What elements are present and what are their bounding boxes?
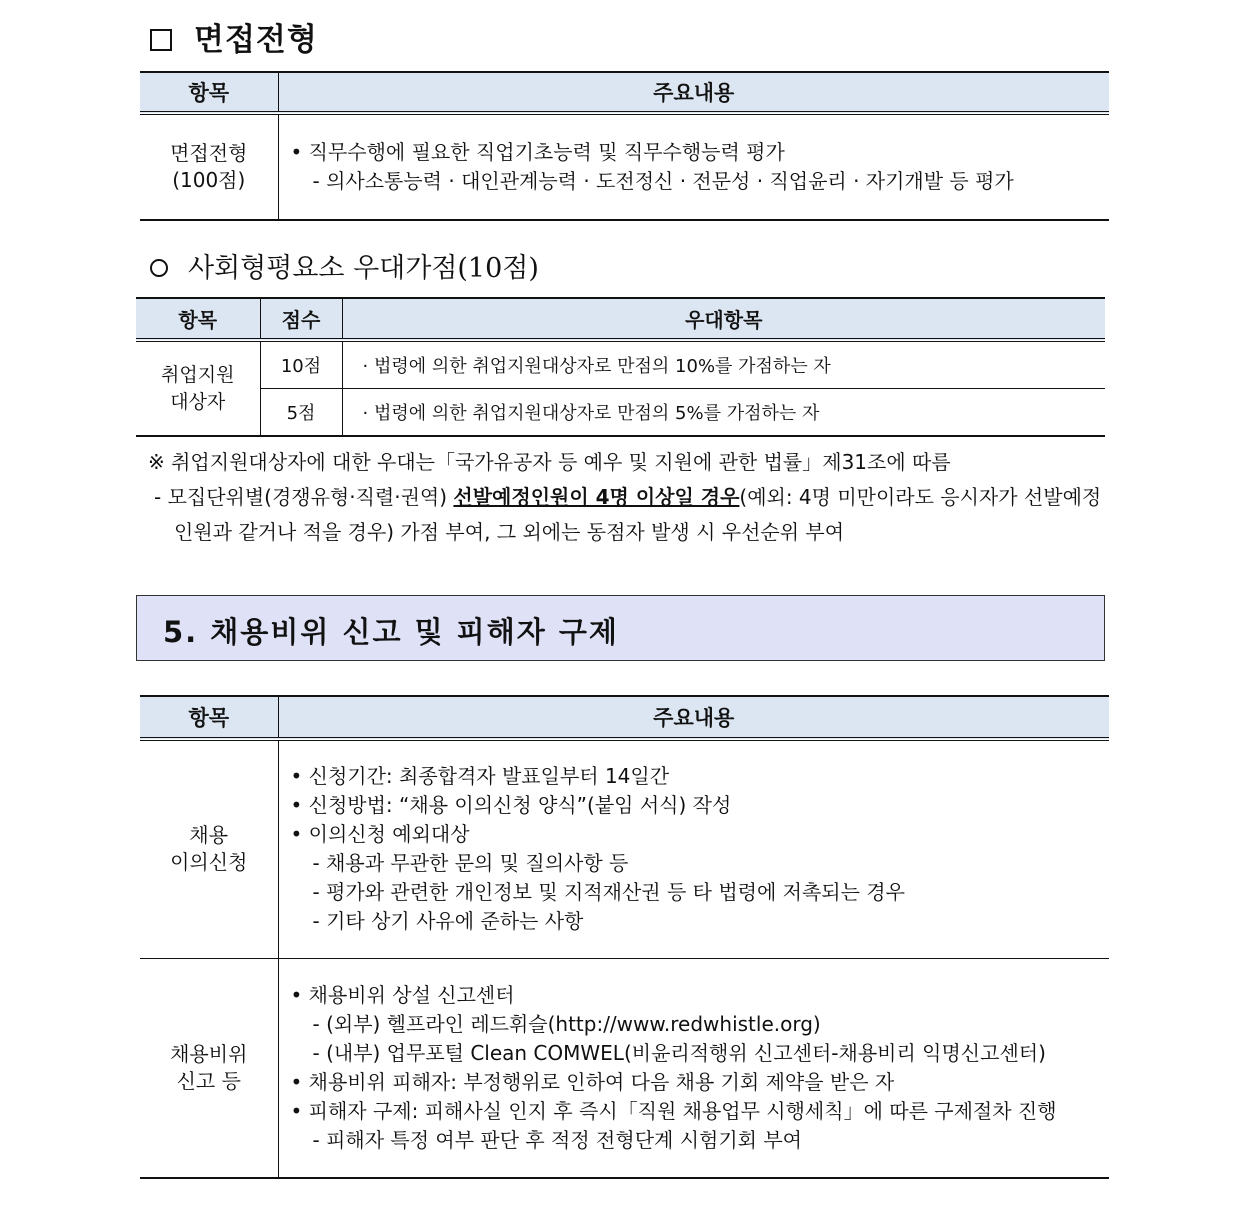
sub-line: - (내부) 업무포털 Clean COMWEL(비윤리적행위 신고센터-채용비리 익명신고센터) (312, 1040, 1046, 1065)
bullet-line: • 이의신청 예외대상 (290, 822, 470, 847)
sub-line: - 의사소통능력 · 대인관계능력 · 도전정신 · 전문성 · 직업윤리 · 자기개발 등 평가 (312, 169, 1014, 193)
note-line: ※ 취업지원대상자에 대한 우대는「국가유공자 등 예우 및 지원에 관한 법률」제31조에 따름 (148, 450, 951, 474)
content-cell (278, 739, 1109, 958)
interview-table (140, 71, 1109, 221)
checkbox-square-icon (150, 29, 172, 51)
score-cell: 5점 (260, 388, 342, 436)
bullet-line: • 채용비위 상설 신고센터 (290, 982, 515, 1007)
sub-line: - 기타 상기 사유에 준하는 사항 (312, 909, 584, 934)
banner-title: 5. 채용비위 신고 및 피해자 구제 (163, 615, 619, 649)
sub-line: - 평가와 관련한 개인정보 및 지적재산권 등 타 법령에 저촉되는 경우 (312, 880, 905, 905)
preference-cell: · 법령에 의한 취업지원대상자로 만점의 5%를 가점하는 자 (342, 388, 1105, 436)
notes (148, 445, 1118, 550)
circle-bullet-icon (150, 259, 168, 277)
report-table (140, 695, 1109, 1179)
item-cell: 채용 이의신청 (140, 739, 278, 958)
header-item: 항목 (136, 298, 260, 340)
bullet-line: • 채용비위 피해자: 부정행위로 인하여 다음 채용 기회 제약을 받은 자 (290, 1069, 895, 1094)
bonus-table (136, 297, 1105, 437)
item-cell: 채용비위 신고 등 (140, 958, 278, 1178)
content-cell (278, 113, 1109, 220)
header-preference: 우대항목 (342, 298, 1105, 340)
bullet-line: • 신청방법: “채용 이의신청 양식”(붙임 서식) 작성 (290, 793, 732, 818)
item-cell: 면접전형 (100점) (140, 113, 278, 220)
note-line: 인원과 같거나 적을 경우) 가점 부여, 그 외에는 동점자 발생 시 우선순위 부여 (174, 520, 845, 544)
header-content: 주요내용 (278, 696, 1109, 739)
header-item: 항목 (140, 72, 278, 113)
item-cell: 취업지원 대상자 (136, 340, 260, 436)
sub-line: - 피해자 특정 여부 판단 후 적정 전형단계 시험기회 부여 (312, 1127, 802, 1152)
sub-line: - 채용과 무관한 문의 및 질의사항 등 (312, 851, 629, 876)
emphasis-text: 선발예정인원이 4명 이상일 경우 (453, 485, 740, 509)
preference-cell: · 법령에 의한 취업지원대상자로 만점의 10%를 가점하는 자 (342, 340, 1105, 388)
bullet-line: • 피해자 구제: 피해사실 인지 후 즉시「직원 채용업무 시행세칙」에 따른 구제절차 진행 (290, 1098, 1057, 1123)
section-heading-bonus: 사회형평요소 우대가점(10점) (150, 246, 539, 285)
section-banner (136, 595, 1105, 661)
section-title: 면접전형 (194, 22, 318, 58)
header-item: 항목 (140, 696, 278, 739)
header-score: 점수 (260, 298, 342, 340)
header-content: 주요내용 (278, 72, 1109, 113)
bullet-line: • 신청기간: 최종합격자 발표일부터 14일간 (290, 764, 670, 789)
content-cell (278, 958, 1109, 1178)
section-heading-interview (150, 14, 318, 59)
note-line: - 모집단위별(경쟁유형·직렬·권역) 선발예정인원이 4명 이상일 경우(예외: 4명 미만이라도 응시자가 선발예정 (154, 485, 1102, 509)
sub-line: - (외부) 헬프라인 레드휘슬(http://www.redwhistle.org) (312, 1011, 821, 1036)
bullet-line: • 직무수행에 필요한 직업기초능력 및 직무수행능력 평가 (290, 140, 785, 164)
score-cell: 10점 (260, 340, 342, 388)
